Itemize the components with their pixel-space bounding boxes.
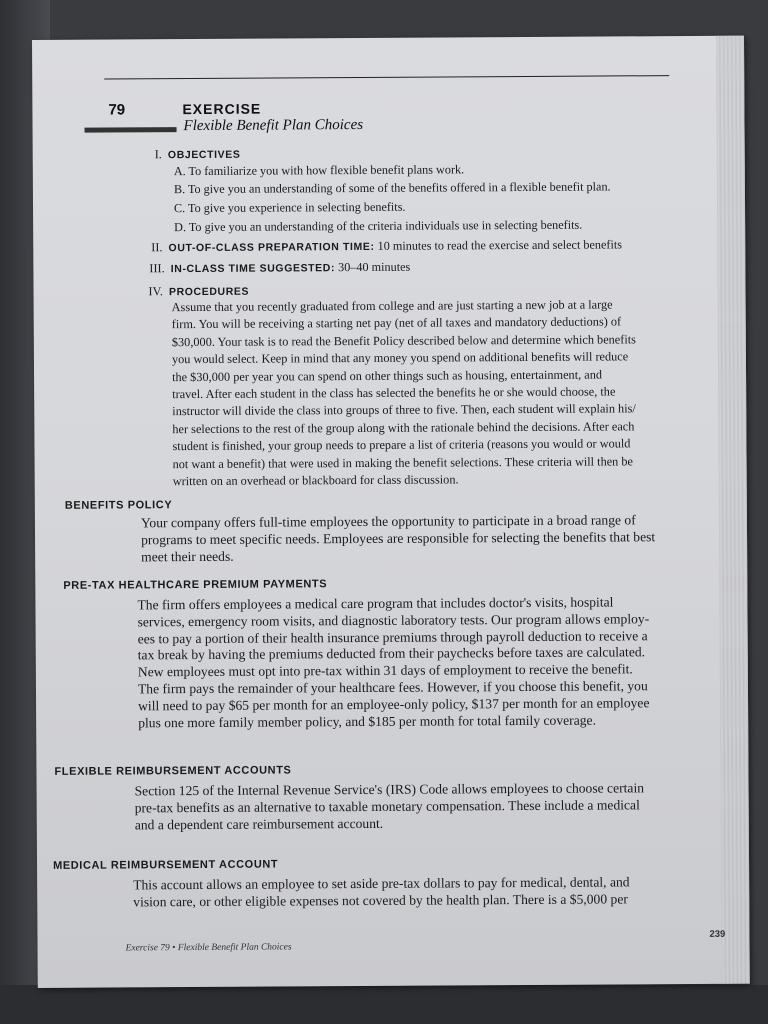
pretax-healthcare-line: The firm offers employees a medical care program that includes doctor's visits, hospital (137, 594, 614, 613)
objectives-heading-text: OBJECTIVES (167, 148, 241, 162)
pretax-healthcare-line: The firm pays the remainder of your healthcare fees. However, if you choose this benefit, you (137, 678, 648, 697)
procedures-line: her selections to the rest of the group along with the rationale behind the decisions. After each (172, 419, 635, 436)
prep-time-numeral: II. (151, 240, 163, 255)
benefits-policy-heading: BENEFITS POLICY (64, 499, 173, 512)
benefits-policy-line: Your company offers full-time employees the opportunity to participate in a broad range of (140, 512, 636, 531)
medical-reimbursement-heading: MEDICAL REIMBURSEMENT ACCOUNT (53, 858, 279, 872)
pretax-healthcare-line: services, emergency room visits, and diagnostic laboratory tests. Our program allows employ- (137, 611, 650, 630)
objectives-heading (155, 147, 241, 163)
procedures-line: Assume that you recently graduated from college and are just starting a new job at a large (171, 297, 613, 315)
background-bottom (0, 985, 768, 1024)
procedures-line: the $30,000 per year you can spend on other things such as housing, entertainment, and (172, 367, 603, 384)
prep-time-value: 10 minutes to read the exercise and select benefits (377, 237, 622, 253)
benefits-policy-line: programs to meet specific needs. Employees are responsible for selecting the benefits that best (141, 528, 656, 548)
pretax-healthcare-heading: PRE-TAX HEALTHCARE PREMIUM PAYMENTS (63, 578, 328, 592)
benefits-policy-paragraph (141, 512, 655, 566)
class-time-heading: IN-CLASS TIME SUGGESTED: (170, 262, 336, 276)
book-page (32, 36, 750, 988)
flexible-reimbursement-paragraph (135, 780, 645, 834)
procedures-line: student is finished, your group needs to prepare a list of criteria (reasons you would or would (172, 436, 631, 454)
procedures-line: $30,000. Your task is to read the Benefit Policy described below and determine which benefits (171, 332, 636, 349)
medical-reimbursement-line: vision care, or other eligible expenses not covered by the health plan. There is a $5,000 per (133, 891, 628, 910)
top-rule (104, 75, 669, 79)
class-time (149, 260, 410, 277)
objective-item: A. To familiarize you with how flexible benefit plans work. (173, 162, 465, 179)
pretax-healthcare-line: plus one more family member policy, and $185 per month for total family coverage. (138, 712, 596, 730)
footer-running-title: Exercise 79 • Flexible Benefit Plan Choices (125, 942, 292, 954)
pretax-healthcare-line: will need to pay $65 per month for an employee-only policy, $137 per month for an employee (138, 695, 650, 714)
objectives-numeral: I. (154, 147, 162, 162)
procedures-line: written on an overhead or blackboard for class discussion. (172, 472, 459, 489)
procedures-line: travel. After each student in the class has selected the benefits he or she would choose, the (172, 384, 616, 402)
pretax-healthcare-paragraph (137, 594, 649, 731)
objective-item: B. To give you an understanding of some of the benefits offered in a flexible benefit plan. (173, 179, 611, 197)
page-edges (716, 36, 750, 984)
procedures-heading (148, 284, 249, 300)
exercise-title: Flexible Benefit Plan Choices (183, 116, 364, 135)
class-time-value: 30–40 minutes (338, 259, 411, 275)
medical-reimbursement-paragraph (133, 874, 630, 911)
pretax-healthcare-line: tax break by having the premiums deducted from their paychecks before taxes are calculated. (137, 644, 646, 663)
class-time-numeral: III. (149, 261, 165, 276)
exercise-number: 79 (108, 101, 126, 119)
objective-item: C. To give you experience in selecting benefits. (173, 199, 406, 216)
procedures-line: instructor will divide the class into groups of three to five. Then, each student will explain his/ (172, 401, 636, 419)
flexible-reimbursement-line: pre-tax benefits as an alternative to taxable monetary compensation. These include a medical (134, 797, 640, 816)
flexible-reimbursement-line: Section 125 of the Internal Revenue Service's (IRS) Code allows employees to choose certain (134, 780, 645, 799)
flexible-reimbursement-line: and a dependent care reimbursement account. (134, 815, 384, 832)
exercise-label: EXERCISE (182, 100, 262, 118)
page-number: 239 (709, 928, 726, 940)
flexible-reimbursement-heading: FLEXIBLE REIMBURSEMENT ACCOUNTS (54, 764, 292, 778)
procedures-line: not want a benefit) that were used in making the benefit selections. These criteria will then be (172, 453, 634, 471)
medical-reimbursement-line: This account allows an employee to set aside pre-tax dollars to pay for medical, dental, and (133, 874, 630, 893)
objective-item: D. To give you an understanding of the criteria individuals use in selecting benefits. (174, 217, 583, 235)
procedures-paragraph (172, 296, 637, 490)
pretax-healthcare-line: ees to pay a portion of their health insurance premiums through payroll deduction to receive a (137, 627, 648, 646)
prep-time (151, 237, 622, 255)
prep-time-heading: OUT-OF-CLASS PREPARATION TIME: (168, 240, 375, 255)
procedures-line: firm. You will be receiving a starting net pay (net of all taxes and mandatory deductions) of (171, 314, 622, 332)
exercise-bar (85, 127, 177, 133)
benefits-policy-line: meet their needs. (141, 548, 234, 564)
procedures-line: you would select. Keep in mind that any money you spend on additional benefits will reduce (171, 349, 629, 367)
pretax-healthcare-line: New employees must opt into pre-tax within 31 days of employment to receive the benefit. (137, 661, 633, 680)
procedures-heading-text: PROCEDURES (168, 285, 250, 299)
procedures-numeral: IV. (148, 284, 163, 299)
